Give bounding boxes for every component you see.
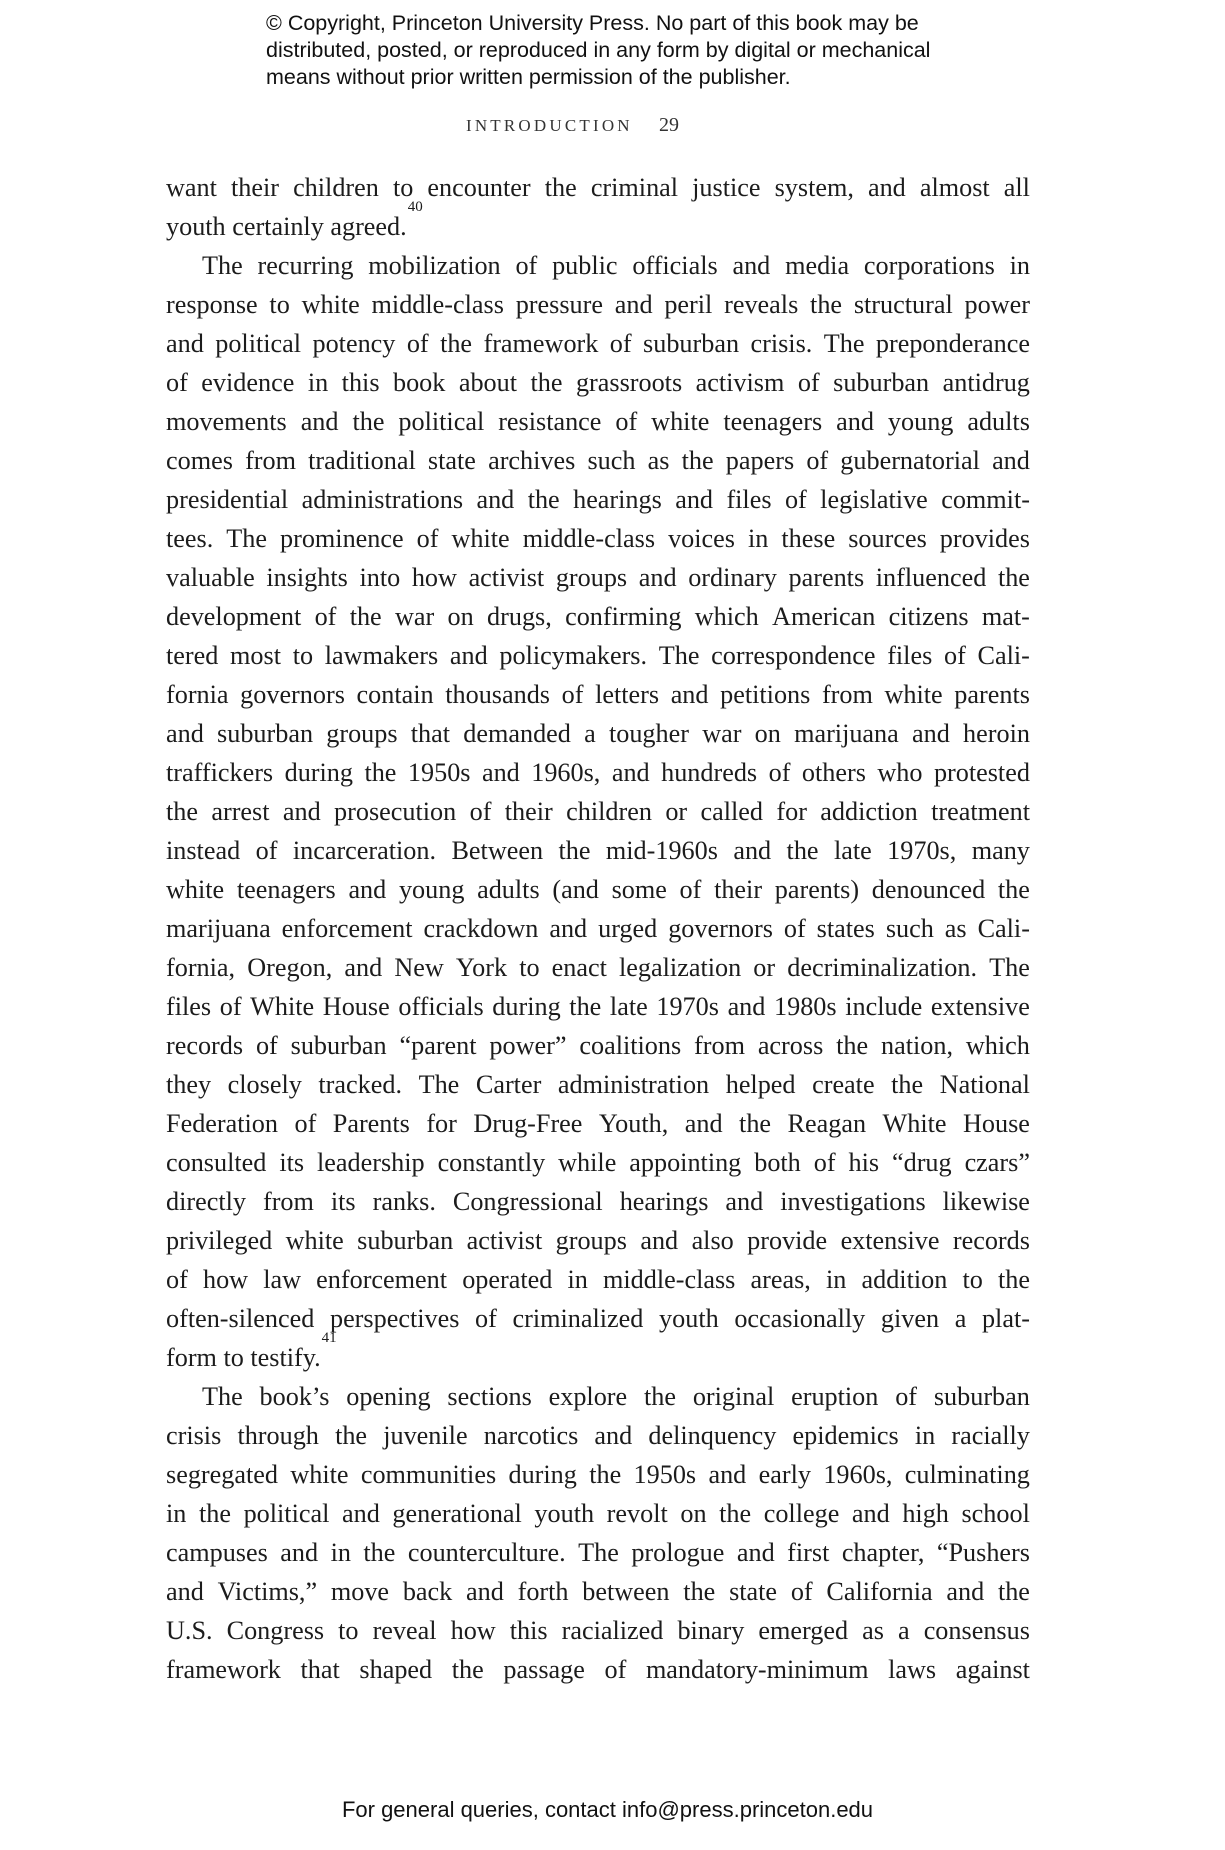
text-line: of how law enforcement operated in middle-class areas, in addition to the bbox=[166, 1265, 1030, 1294]
text-line: fornia governors contain thousands of letters and petitions from white parents bbox=[166, 680, 1030, 709]
text-line: instead of incarceration. Between the mid-1960s and the late 1970s, many bbox=[166, 836, 1030, 865]
text-line: valuable insights into how activist groups and ordinary parents influenced the bbox=[166, 563, 1030, 592]
text-line: and Victims,” move back and forth between the state of California and the bbox=[166, 1577, 1030, 1606]
text-line: youth certainly agreed. 40 bbox=[166, 207, 1030, 246]
text-line: fornia, Oregon, and New York to enact legalization or decriminalization. The bbox=[166, 953, 1030, 982]
text-line: response to white middle-class pressure and peril reveals the structural power bbox=[166, 290, 1030, 319]
text-line: segregated white communities during the 1950s and early 1960s, culminating bbox=[166, 1460, 1030, 1489]
body-text bbox=[166, 168, 1030, 1689]
text-line: Federation of Parents for Drug-Free Youth, and the Reagan White House bbox=[166, 1109, 1030, 1138]
text-line: framework that shaped the passage of mandatory-minimum laws against bbox=[166, 1655, 1030, 1684]
text-line: they closely tracked. The Carter administration helped create the National bbox=[166, 1070, 1030, 1099]
text-line: consulted its leadership constantly while appointing both of his “drug czars” bbox=[166, 1148, 1030, 1177]
text-line: marijuana enforcement crackdown and urged governors of states such as Cali- bbox=[166, 914, 1030, 943]
text-line: white teenagers and young adults (and some of their parents) denounced the bbox=[166, 875, 1030, 904]
text-line: often-silenced perspectives of criminalized youth occasionally given a plat- bbox=[166, 1304, 1030, 1333]
text-line: and political potency of the framework of suburban crisis. The preponderance bbox=[166, 329, 1030, 358]
running-head-title: INTRODUCTION bbox=[465, 116, 633, 135]
footer bbox=[0, 1797, 1225, 1823]
text-line: the arrest and prosecution of their children or called for addiction treatment bbox=[166, 797, 1030, 826]
text-line: of evidence in this book about the grassroots activism of suburban antidrug bbox=[166, 368, 1030, 397]
copyright-line: means without prior written permission of the publisher. bbox=[266, 65, 791, 89]
text-line: presidential administrations and the hearings and files of legislative commit- bbox=[166, 485, 1030, 514]
text-line: privileged white suburban activist groups and also provide extensive records bbox=[166, 1226, 1030, 1255]
text-line: directly from its ranks. Congressional hearings and investigations likewise bbox=[166, 1187, 1030, 1216]
text-line: crisis through the juvenile narcotics and delinquency epidemics in racially bbox=[166, 1421, 1030, 1450]
copyright-line: distributed, posted, or reproduced in any form by digital or mechanical bbox=[266, 38, 931, 62]
text-line: comes from traditional state archives such as the papers of gubernatorial and bbox=[166, 446, 1030, 475]
text-line: development of the war on drugs, confirming which American citizens mat- bbox=[166, 602, 1030, 631]
text-line: records of suburban “parent power” coalitions from across the nation, which bbox=[166, 1031, 1030, 1060]
text-line: tered most to lawmakers and policymakers. The correspondence files of Cali- bbox=[166, 641, 1030, 670]
text-line: U.S. Congress to reveal how this racialized binary emerged as a consensus bbox=[166, 1616, 1030, 1645]
running-head bbox=[0, 114, 1225, 137]
text-line: and suburban groups that demanded a tougher war on marijuana and heroin bbox=[166, 719, 1030, 748]
copyright-notice bbox=[266, 10, 986, 91]
text-line: in the political and generational youth revolt on the college and high school bbox=[166, 1499, 1030, 1528]
text-line: traffickers during the 1950s and 1960s, and hundreds of others who protested bbox=[166, 758, 1030, 787]
text-line: movements and the political resistance of white teenagers and young adults bbox=[166, 407, 1030, 436]
text-line: The recurring mobilization of public officials and media corporations in bbox=[202, 251, 1030, 280]
text-line: files of White House officials during the late 1970s and 1980s include extensive bbox=[166, 992, 1030, 1021]
text-line: tees. The prominence of white middle-class voices in these sources provides bbox=[166, 524, 1030, 553]
footnote-marker[interactable]: 40 bbox=[407, 199, 423, 215]
text-line: want their children to encounter the criminal justice system, and almost all bbox=[166, 173, 1030, 202]
text-line: form to testify. 41 bbox=[166, 1338, 1030, 1377]
copyright-line: © Copyright, Princeton University Press. No part of this book may be bbox=[266, 11, 919, 35]
footnote-marker[interactable]: 41 bbox=[321, 1330, 337, 1346]
text-line: campuses and in the counterculture. The prologue and first chapter, “Pushers bbox=[166, 1538, 1030, 1567]
text-line: The book’s opening sections explore the original eruption of suburban bbox=[202, 1382, 1030, 1411]
page-number: 29 bbox=[659, 114, 680, 136]
footer-contact: For general queries, contact info@press.princeton.edu bbox=[341, 1797, 874, 1822]
